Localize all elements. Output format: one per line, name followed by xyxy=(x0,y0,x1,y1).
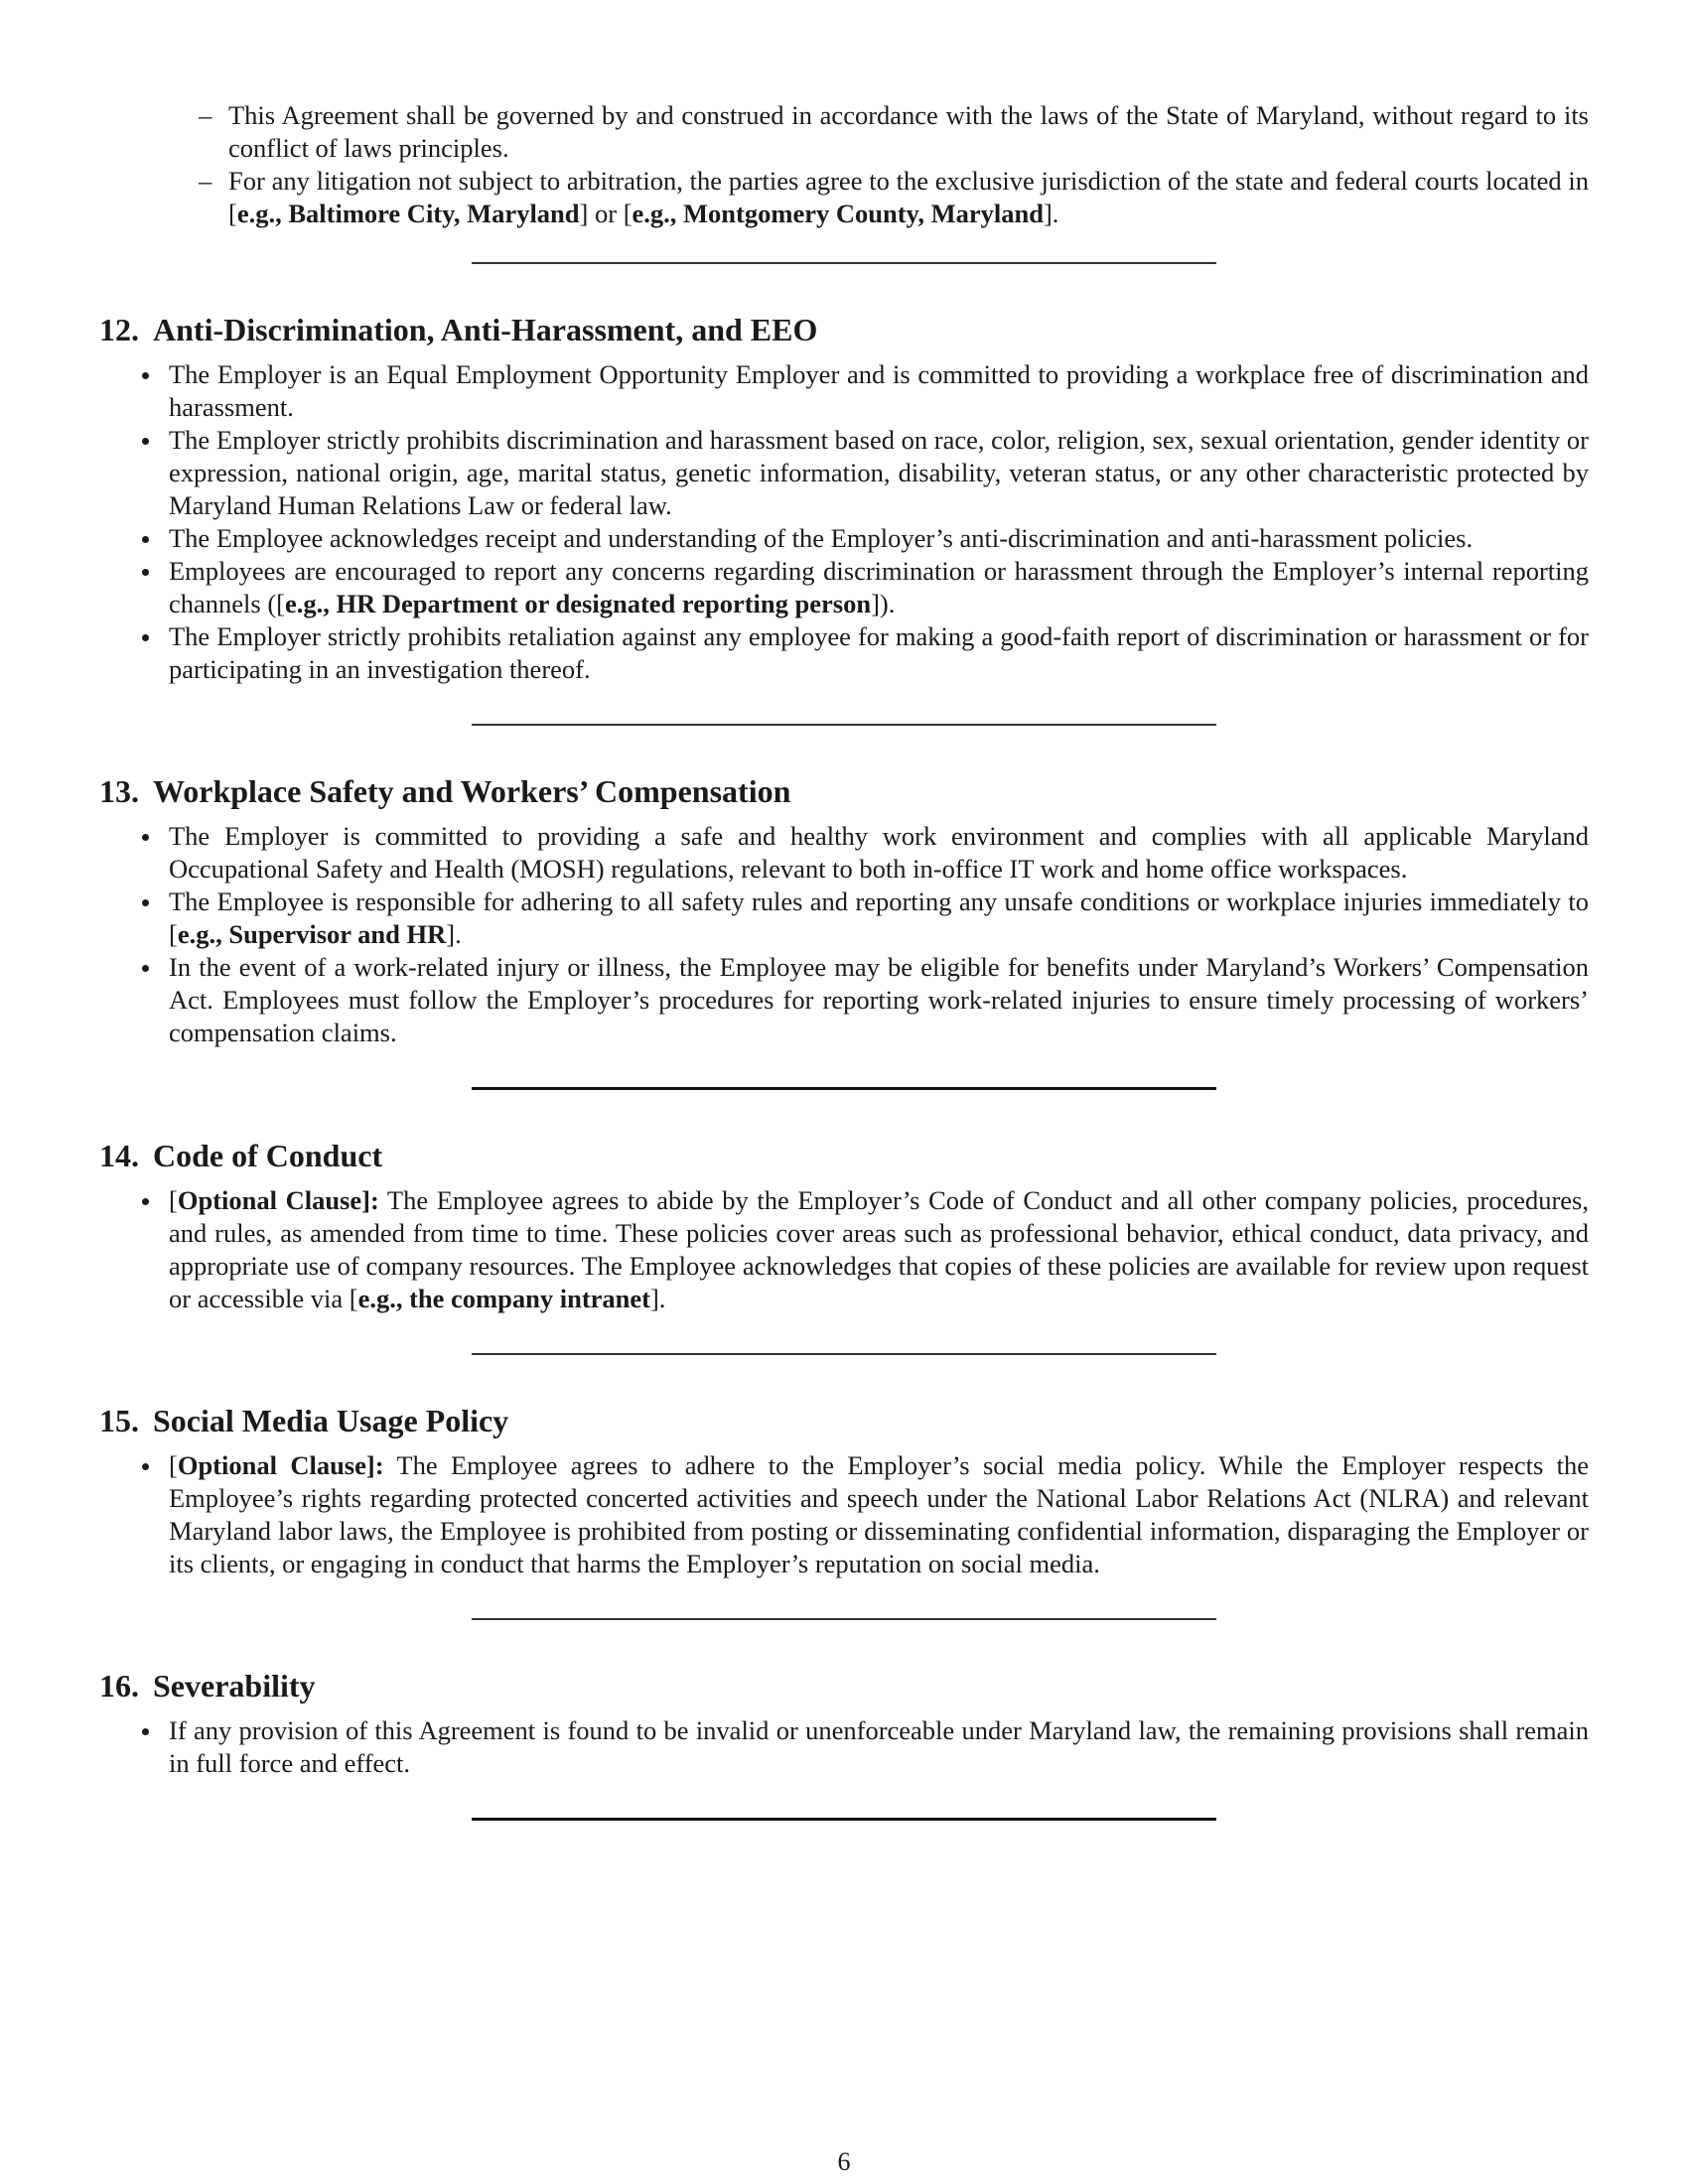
section-heading-16: 16. Severability xyxy=(99,1668,316,1704)
section-16-list xyxy=(99,1714,1589,1780)
page-number: 6 xyxy=(837,2147,851,2176)
list-item: [Optional Clause]: The Employee agrees to adhere to the Employer’s social media policy. While the Employer respects the Employee’s rights regarding protected concerted activities and speech under the National Labor Relations Act (NLRA) and relevant Maryland labor laws, the Employee is prohibited from posting or disseminating confidential information, disparaging the Employer or its clients, or engaging in conduct that harms the Employer’s reputation on social media. xyxy=(169,1450,1589,1578)
section-divider xyxy=(472,1618,1216,1620)
section-12-list xyxy=(99,358,1589,686)
section-heading-14: 14. Code of Conduct xyxy=(99,1138,383,1173)
list-item: – This Agreement shall be governed by and construed in accordance with the laws of the State of Maryland, without regard to its conflict of laws principles. xyxy=(228,99,1589,165)
document-body xyxy=(99,99,1589,1821)
section-heading-13: 13. Workplace Safety and Workers’ Compensation xyxy=(99,773,791,809)
list-item: The Employer is committed to providing a safe and healthy work environment and complies with all applicable Maryland Occupational Safety and Health (MOSH) regulations, relevant to both in-office IT work and home office workspaces. xyxy=(169,821,1589,884)
governing-law-list xyxy=(99,99,1589,230)
list-item: [Optional Clause]: The Employee agrees to abide by the Employer’s Code of Conduct and all other company policies, procedures, and rules, as amended from time to time. These policies cover areas such as professional behavior, ethical conduct, data privacy, and appropriate use of company resources. The Employee acknowledges that copies of these policies are available for review upon request or accessible via [e.g., the company intranet]. xyxy=(169,1185,1589,1313)
section-divider xyxy=(472,724,1216,726)
list-item: – For any litigation not subject to arbitration, the parties agree to the exclusive jurisdiction of the state and federal courts located in [e.g., Baltimore City, Maryland] or [e.g., Montgomery County, Maryland]. xyxy=(228,165,1589,230)
section-divider xyxy=(472,1818,1216,1821)
section-14-list xyxy=(99,1184,1589,1315)
list-item: The Employer strictly prohibits retaliation against any employee for making a good-faith report of discrimination or harassment or for participating in an investigation thereof. xyxy=(169,621,1589,684)
list-item: The Employee is responsible for adhering to all safety rules and reporting any unsafe conditions or workplace injuries immediately to [e.g., Supervisor and HR]. xyxy=(169,887,1589,949)
list-item: In the event of a work-related injury or illness, the Employee may be eligible for benefits under Maryland’s Workers’ Compensation Act. Employees must follow the Employer’s procedures for reporting work-related injuries to ensure timely processing of workers’ compensation claims. xyxy=(169,952,1589,1047)
section-heading-12: 12. Anti-Discrimination, Anti-Harassment, and EEO xyxy=(99,312,818,347)
section-divider xyxy=(472,1087,1216,1090)
list-item: The Employer strictly prohibits discrimination and harassment based on race, color, religion, sex, sexual orientation, gender identity or expression, national origin, age, marital status, genetic information, disability, veteran status, or any other characteristic protected by Maryland Human Relations Law or federal law. xyxy=(169,425,1589,520)
section-13-list xyxy=(99,820,1589,1049)
section-heading-15: 15. Social Media Usage Policy xyxy=(99,1403,509,1438)
section-divider xyxy=(472,1353,1216,1355)
list-item: If any provision of this Agreement is found to be invalid or unenforceable under Maryland law, the remaining provisions shall remain in full force and effect. xyxy=(169,1715,1589,1778)
section-divider xyxy=(472,262,1216,264)
section-15-list xyxy=(99,1449,1589,1580)
list-item: The Employee acknowledges receipt and understanding of the Employer’s anti-discrimination and anti-harassment policies. xyxy=(169,522,1589,555)
list-item: Employees are encouraged to report any concerns regarding discrimination or harassment through the Employer’s internal reporting channels ([e.g., HR Department or designated reporting person]). xyxy=(169,556,1589,618)
list-item: The Employer is an Equal Employment Opportunity Employer and is committed to providing a workplace free of discrimination and harassment. xyxy=(169,359,1589,422)
